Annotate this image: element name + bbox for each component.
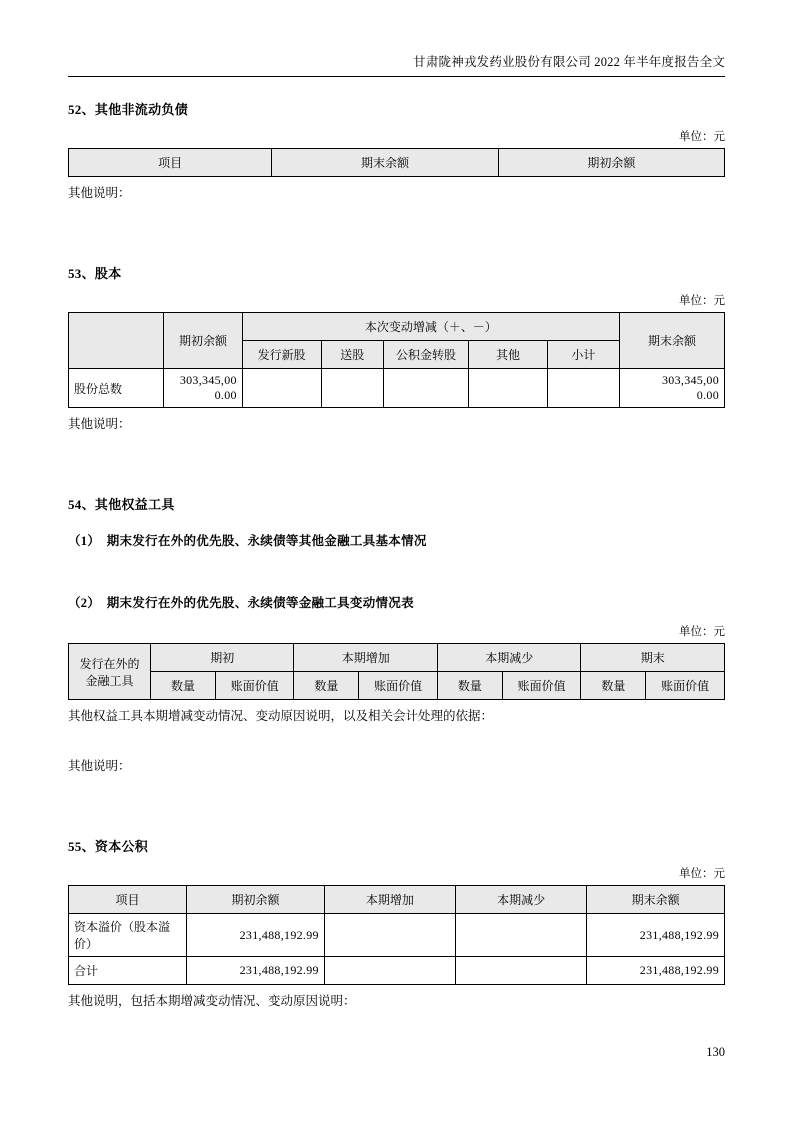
col-header-item: 项目	[69, 886, 187, 914]
note-54-change: 其他权益工具本期增减变动情况、变动原因说明，以及相关会计处理的依据：	[68, 709, 494, 723]
table-other-noncurrent-liabilities	[68, 148, 725, 177]
cell-increase	[324, 914, 455, 957]
cell-bonus-shares	[321, 369, 383, 408]
col-header-change-group: 本次变动增减（＋、－）	[242, 313, 619, 341]
col-header-beginning: 期初	[151, 644, 294, 672]
unit-label-55: 单位：元	[679, 868, 725, 880]
table-header-row	[69, 313, 725, 341]
table-header-row	[69, 886, 725, 914]
row-label-total-shares: 股份总数	[69, 369, 164, 408]
note-55: 其他说明，包括本期增减变动情况、变动原因说明：	[68, 994, 356, 1008]
col-header-beginning-balance: 期初余额	[498, 149, 724, 177]
unit-label-53: 单位：元	[679, 295, 725, 307]
col-header-decrease: 本期减少	[456, 886, 587, 914]
unit-label-52: 单位：元	[679, 131, 725, 143]
note-53: 其他说明：	[68, 417, 131, 431]
col-header-value-increase: 账面价值	[359, 672, 438, 700]
col-header-qty-increase: 数量	[294, 672, 359, 700]
table-row	[69, 914, 725, 957]
cell-increase	[324, 957, 455, 985]
col-header-qty-beginning: 数量	[151, 672, 216, 700]
col-header-decrease: 本期减少	[437, 644, 580, 672]
col-header-increase: 本期增加	[324, 886, 455, 914]
running-title: 甘肃陇神戎发药业股份有限公司 2022 年半年度报告全文	[413, 55, 725, 69]
cell-ending-balance: 231,488,192.99	[587, 914, 725, 957]
col-header-reserve-transfer: 公积金转股	[383, 341, 468, 369]
table-row	[69, 369, 725, 408]
cell-other	[469, 369, 548, 408]
table-capital-reserve	[68, 885, 725, 985]
cell-ending-balance-line2: 0.00	[696, 388, 719, 402]
cell-beginning-balance: 231,488,192.99	[187, 914, 325, 957]
cell-subtotal	[547, 369, 619, 408]
cell-beginning-balance	[164, 369, 243, 408]
col-header-item: 项目	[69, 149, 272, 177]
cell-ending-balance	[620, 369, 725, 408]
col-header-beginning-balance: 期初余额	[164, 313, 243, 369]
cell-beginning-balance-line2: 0.00	[214, 388, 237, 402]
table-header-row	[69, 149, 725, 177]
col-header-value-ending: 账面价值	[646, 672, 725, 700]
cell-new-shares	[242, 369, 321, 408]
cell-ending-balance: 231,488,192.99	[587, 957, 725, 985]
col-header-ending-balance: 期末余额	[587, 886, 725, 914]
table-row	[69, 957, 725, 985]
col-header-instrument: 发行在外的金融工具	[69, 644, 151, 700]
table-other-equity-instruments	[68, 643, 725, 700]
row-label-total: 合计	[69, 957, 187, 985]
table-header-row	[69, 644, 725, 672]
cell-beginning-balance: 231,488,192.99	[187, 957, 325, 985]
col-header-ending-balance: 期末余额	[620, 313, 725, 369]
cell-decrease	[456, 957, 587, 985]
page-number: 130	[706, 1045, 725, 1059]
col-header-ending-balance: 期末余额	[272, 149, 498, 177]
subsection-title-54-1: （1） 期末发行在外的优先股、永续债等其他金融工具基本情况	[68, 534, 427, 548]
page-header	[68, 0, 725, 70]
cell-decrease	[456, 914, 587, 957]
col-header-value-decrease: 账面价值	[502, 672, 581, 700]
col-header-blank	[69, 313, 164, 369]
col-header-increase: 本期增加	[294, 644, 437, 672]
col-header-bonus-shares: 送股	[321, 341, 383, 369]
col-header-new-shares: 发行新股	[242, 341, 321, 369]
table-share-capital	[68, 312, 725, 408]
col-header-beginning-balance: 期初余额	[187, 886, 325, 914]
cell-reserve-transfer	[383, 369, 468, 408]
note-54-other: 其他说明：	[68, 759, 131, 773]
note-52: 其他说明：	[68, 186, 131, 200]
table-subheader-row	[69, 672, 725, 700]
col-header-qty-decrease: 数量	[437, 672, 502, 700]
section-title-53: 53、股本	[68, 266, 122, 281]
cell-beginning-balance-line1: 303,345,00	[179, 373, 237, 387]
section-title-54: 54、其他权益工具	[68, 497, 175, 512]
col-header-qty-ending: 数量	[581, 672, 646, 700]
subsection-title-54-2: （2） 期末发行在外的优先股、永续债等金融工具变动情况表	[68, 596, 414, 610]
row-label-capital-premium: 资本溢价（股本溢价）	[69, 914, 187, 957]
col-header-value-beginning: 账面价值	[215, 672, 294, 700]
col-header-ending: 期末	[581, 644, 725, 672]
section-title-55: 55、资本公积	[68, 839, 149, 854]
col-header-other: 其他	[469, 341, 548, 369]
header-divider	[68, 76, 725, 77]
col-header-subtotal: 小计	[547, 341, 619, 369]
cell-ending-balance-line1: 303,345,00	[662, 373, 719, 387]
unit-label-54: 单位：元	[679, 626, 725, 638]
section-title-52: 52、其他非流动负债	[68, 102, 188, 117]
